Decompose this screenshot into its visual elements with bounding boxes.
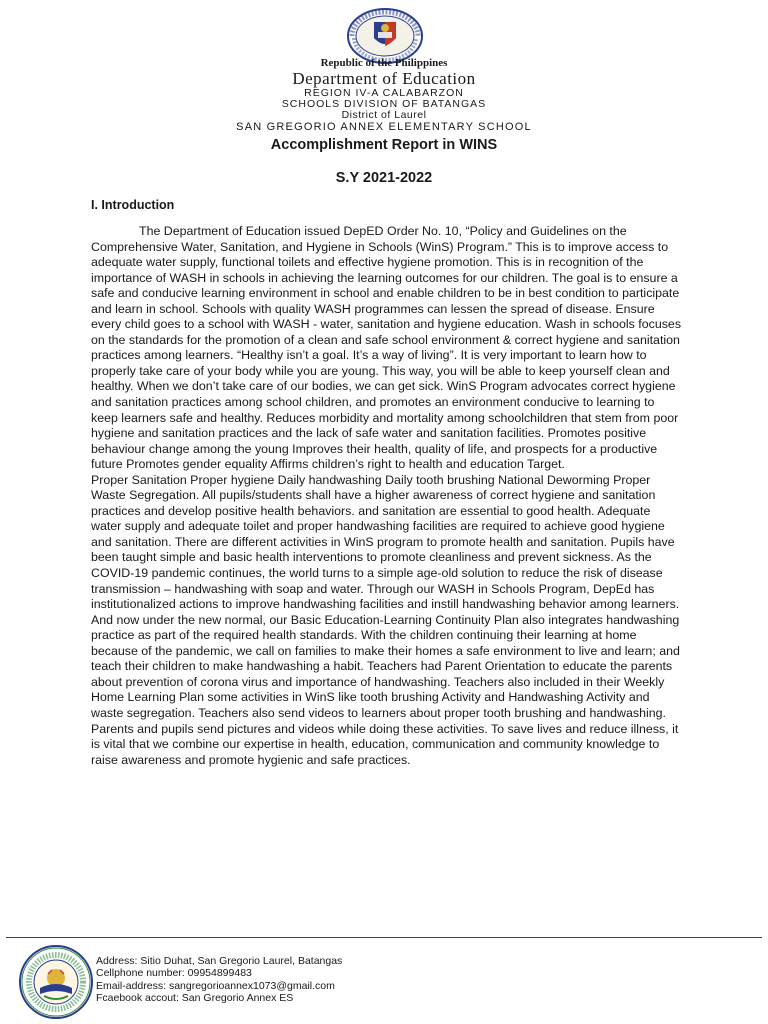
- footer-address: Address: Sitio Duhat, San Gregorio Laurel, Batangas: [96, 955, 343, 967]
- footer-facebook: Fcaebook accout: San Gregorio Annex ES: [96, 992, 294, 1005]
- section-heading: I. Introduction: [91, 198, 175, 212]
- division-line: SCHOOLS DIVISION OF BATANGAS: [281, 98, 487, 110]
- footer-contact: [96, 955, 342, 1005]
- department-line: Department of Education: [292, 69, 476, 88]
- paragraph-introduction: The Department of Education issued DepED Order No. 10, “Policy and Guidelines on the Comprehensive Water, Sanitation, and Hygiene in Schools (WinS) Program.” This is to improve access to adequate water supply, functional toilets and effective hygiene promotion. This is in recognition of the importance of WASH in schools in achieving the learning outcomes for our children. The goal is to ensure a safe and conducive learning environment in school and enable children to be in best condition to participate and learn in school. Schools with quality WASH programmes can lessen the spread of disease. Ensure every child goes to a school with WASH - water, sanitation and hygiene education. Wash in schools focuses on the standards for the promotion of a clean and safe school environment & correct hygiene and sanitation practices among learners. “Healthy isn’t a goal. It’s a way of living”. It is very important to learn how to properly take care of your body while you are young. This way, you will be able to keep yourself clean and healthy. When we don’t take care of our bodies, we can get sick. WinS Program advocates correct hygiene and sanitation practices among school children, and promotes an environment conducive to learning to keep learners safe and healthy. Reduces morbidity and mortality among schoolchildren that stem from poor hygiene and sanitation practices and the lack of safe water and sanitation facilities. Promotes positive behaviour change among the young Improves their health, quality of life, and prospects for a productive future Promotes gender equality Affirms children’s right to health and education Target.: [91, 224, 682, 472]
- deped-seal-icon: [346, 8, 424, 64]
- report-title: Accomplishment Report in WINS: [270, 137, 498, 153]
- footer-email: Email-address: sangregorioannex1073@gmail.com: [96, 979, 335, 992]
- school-year: S.Y 2021-2022: [335, 170, 433, 186]
- republic-line: Republic of the Philippines: [320, 57, 448, 69]
- paragraph-activities: Proper Sanitation Proper hygiene Daily handwashing Daily tooth brushing National Deworming Proper Waste Segregation. All pupils/students shall have a higher awareness of correct hygiene and sanitation practices and develop positive health behaviors. and sanitation are essential to good health. Adequate water supply and adequate toilet and proper handwashing facilities are required to achieve good hygiene and sanitation. There are different activities in WinS program to promote health and sanitation. Pupils have been taught simple and basic health interventions to promote cleanliness and prevent sickness. As the COVID-19 pandemic continues, the world turns to a simple age-old solution to reduce the risk of disease transmission – handwashing with soap and water. Through our WASH in Schools Program, DepEd has institutionalized actions to improve handwashing facilities and instill handwashing behavior among learners. And now under the new normal, our Basic Education-Learning Continuity Plan also integrates handwashing practice as part of the required health standards. With the children continuing their learning at home because of the pandemic, we call on families to make their homes a safe environment to live and learn; and teach their children to make handwashing a habit. Teachers had Parent Orientation to educate the parents about prevention of corona virus and importance of handwashing. Teachers also included in their Weekly Home Learning Plan some activities in WinS like tooth brushing Activity and Handwashing Activity and waste segregation. Teachers also send videos to learners about proper tooth brushing and handwashing. Parents and pupils send pictures and videos while doing these activities. To save lives and reduce illness, it is vital that we combine our expertise in health, education, communication and community knowledge to raise awareness and promote hygienic and safe practices.: [91, 472, 680, 767]
- footer-divider: [6, 937, 762, 938]
- report-body: [91, 224, 683, 768]
- school-seal-icon: [18, 944, 94, 1020]
- school-line: SAN GREGORIO ANNEX ELEMENTARY SCHOOL: [236, 121, 532, 133]
- letterhead: [0, 57, 768, 133]
- region-line: REGION IV-A CALABARZON: [304, 87, 464, 99]
- district-line: District of Laurel: [341, 109, 427, 121]
- footer-cellphone: Cellphone number: 09954899483: [96, 967, 252, 980]
